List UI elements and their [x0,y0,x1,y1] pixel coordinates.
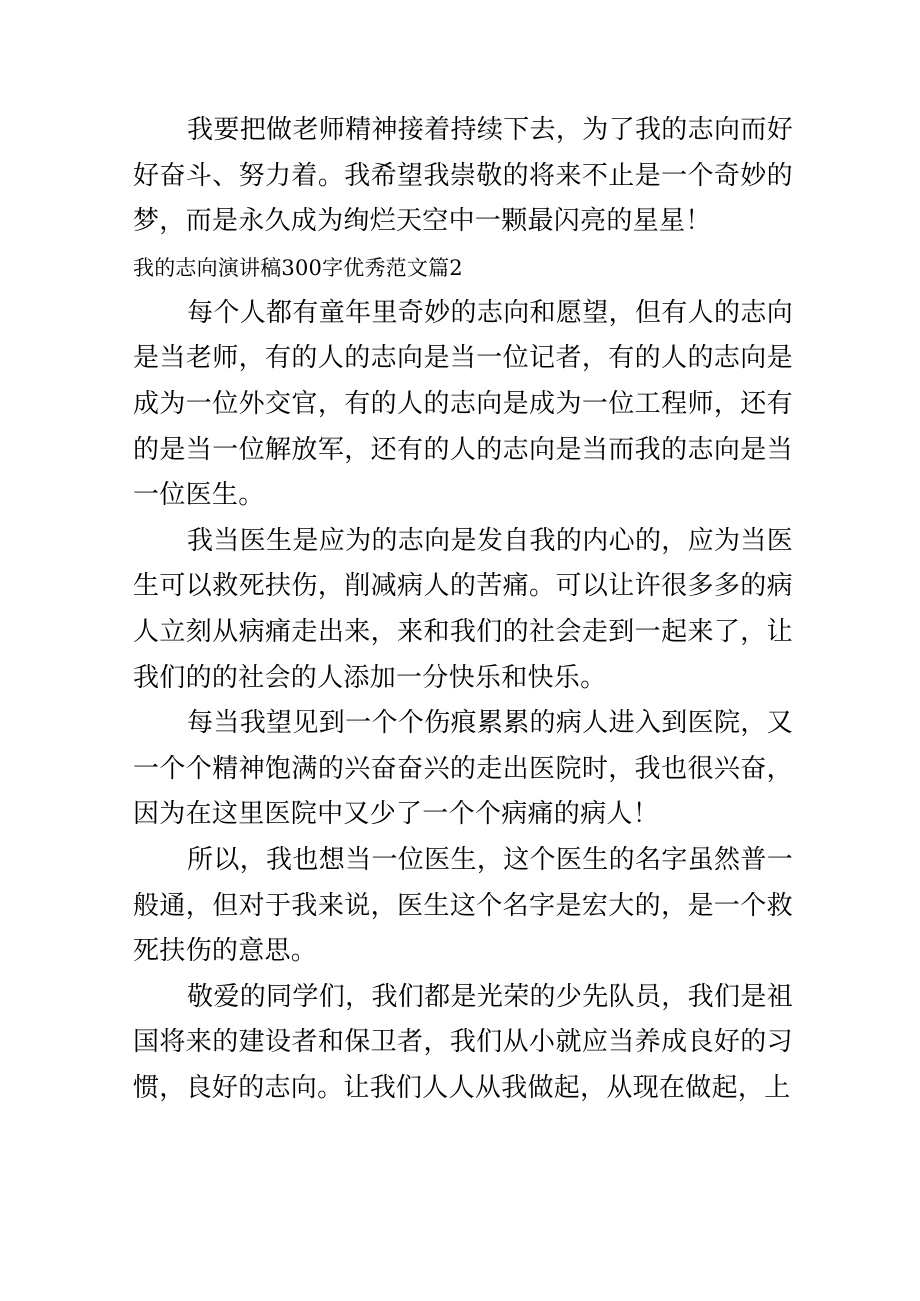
section-heading: 我的志向演讲稿300字优秀范文篇2 [133,255,463,280]
paragraph-6: 敬爱的同学们，我们都是光荣的少先队员，我们是祖国将来的建设者和保卫者，我们从小就应当养成良好的习惯，良好的志向。让我们人人从我做起，从现在做起，上 [133,981,793,1103]
paragraph-1: 我要把做老师精神接着持续下去，为了我的志向而好好奋斗、努力着。我希望我崇敬的将来不止是一个奇妙的梦，而是永久成为绚烂天空中一颗最闪亮的星星！ [133,115,793,237]
paragraph-2: 每个人都有童年里奇妙的志向和愿望，但有人的志向是当老师，有的人的志向是当一位记者，有的人的志向是成为一位外交官，有的人的志向是成为一位工程师，还有的是当一位解放军，还有的人的志向是当而我的志向是当一位医生。 [133,297,793,511]
document-page [133,108,793,1111]
paragraph-4: 每当我望见到一个个伤痕累累的病人进入到医院，又一个个精神饱满的兴奋奋兴的走出医院时，我也很兴奋，因为在这里医院中又少了一个个病痛的病人！ [133,708,793,830]
paragraph-5: 所以，我也想当一位医生，这个医生的名字虽然普一般通，但对于我来说，医生这个名字是宏大的，是一个救死扶伤的意思。 [133,844,793,967]
paragraph-3: 我当医生是应为的志向是发自我的内心的，应为当医生可以救死扶伤，削减病人的苦痛。可以让许很多多的病人立刻从病痛走出来，来和我们的社会走到一起来了，让我们的的社会的人添加一分快乐和快乐。 [133,525,793,693]
